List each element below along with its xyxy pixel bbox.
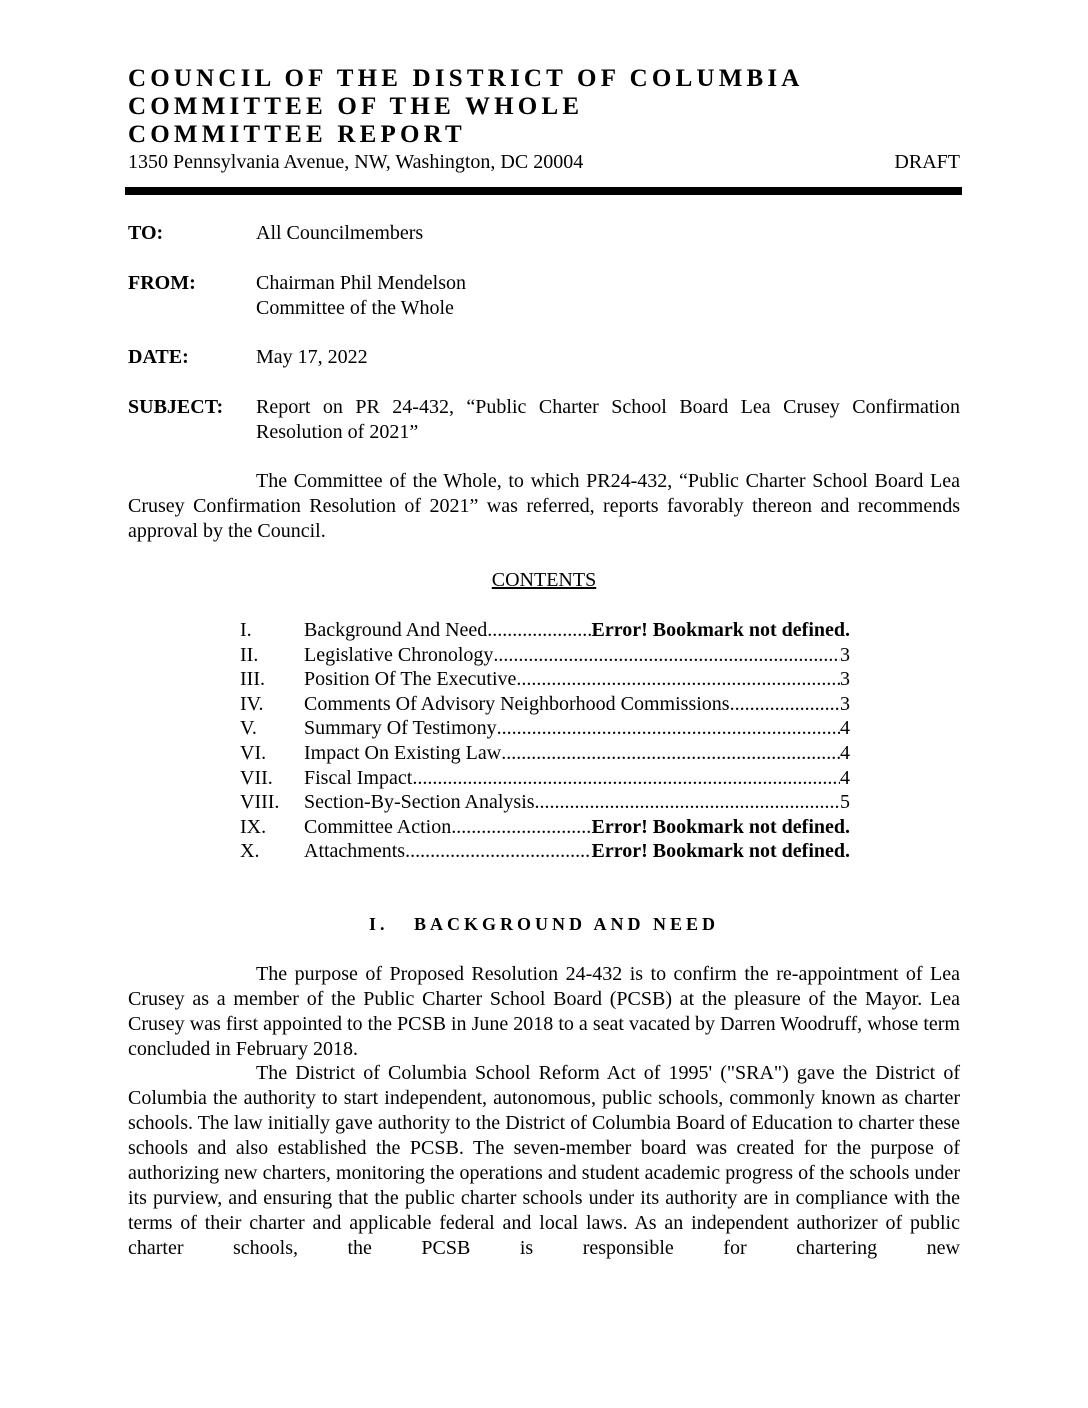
toc-title: Comments Of Advisory Neighborhood Commissions [304,692,730,715]
toc-number: VIII. [240,791,280,814]
toc-number: IV. [240,692,264,715]
header-committee-title: COMMITTEE OF THE WHOLE [128,93,584,120]
toc-leader [497,716,840,741]
toc-number: IX. [240,815,267,838]
toc-number: III. [240,668,265,691]
background-paragraph-2: The District of Columbia School Reform Act of 1995' ("SRA") gave the District of Columbia the authority to start independent, autonomous, public schools, commonly known as charter schools. The law initially gave authority to the District of Columbia Board of Education to charter these schools and also established the PCSB. The seven-member board was created for the purpose of authorizing new charters, monitoring the operations and student academic progress of the schools under its purview, and ensuring that the public charter schools under its authority are in compliance with the terms of their charter and applicable federal and local laws. As an independent authorizer of public charter schools, the PCSB is responsible for chartering new [128,1062,960,1259]
toc-title: Committee Action [304,815,452,838]
toc-item[interactable] [240,839,850,864]
header-report-title: COMMITTEE REPORT [128,121,466,148]
toc-item[interactable] [240,766,850,791]
toc-number: X. [240,840,260,863]
toc-leader [405,839,591,864]
from-label: FROM: [128,272,196,294]
header-rule [125,187,962,195]
toc-number: VI. [240,741,267,764]
toc-leader [487,618,591,643]
toc-leader [451,815,591,840]
toc-page: 3 [840,668,850,691]
toc-number: II. [240,643,259,666]
toc-title: Legislative Chronology [304,643,494,666]
toc-item[interactable] [240,815,850,840]
from-value-name: Chairman Phil Mendelson [256,272,466,294]
date-value: May 17, 2022 [256,346,368,368]
header-council-title: COUNCIL OF THE DISTRICT OF COLUMBIA [128,65,804,92]
toc-item[interactable] [240,618,850,643]
toc-item[interactable] [240,692,850,717]
toc-item[interactable] [240,667,850,692]
toc-item[interactable] [240,716,850,741]
toc-title: Section-By-Section Analysis [304,791,535,814]
toc-page: 5 [840,791,850,814]
background-paragraph-1: The purpose of Proposed Resolution 24-432 is to confirm the re-appointment of Lea Crusey as a member of the Public Charter School Board (PCSB) at the pleasure of the Mayor. Lea Crusey was first appointed to the PCSB in June 2018 to a seat vacated by Darren Woodruff, whose term concluded in February 2018. [128,963,960,1060]
toc-page: 4 [840,741,850,764]
address-text: 1350 Pennsylvania Avenue, NW, Washington, DC 20004 [128,151,584,173]
toc-number: V. [240,717,257,740]
section-heading-background: I. BACKGROUND AND NEED [368,914,720,934]
subject-label: SUBJECT: [128,396,224,418]
header-address-line [128,150,960,174]
toc-page: Error! Bookmark not defined. [591,840,850,863]
toc-title: Attachments [304,840,406,863]
subject-value: Report on PR 24-432, “Public Charter School Board Lea Crusey Confirmation Resolution of 2021” [256,396,960,443]
toc-title: Fiscal Impact [304,766,413,789]
from-value-committee: Committee of the Whole [256,297,454,319]
draft-label: DRAFT [894,151,960,173]
toc-title: Position Of The Executive [304,668,517,691]
date-label: DATE: [128,346,189,368]
toc-leader [535,790,840,815]
toc-page: Error! Bookmark not defined. [591,619,850,641]
toc-number: I. [240,619,252,641]
toc-leader [493,643,840,668]
toc-page: 4 [840,766,850,789]
toc-page: 3 [840,643,850,666]
intro-paragraph: The Committee of the Whole, to which PR24-432, “Public Charter School Board Lea Crusey Confirmation Resolution of 2021” was referred, reports favorably thereon and recommends approval by the Council. [128,470,960,542]
contents-title: CONTENTS [491,569,597,591]
table-of-contents [240,618,850,864]
toc-item[interactable] [240,741,850,766]
toc-leader [412,766,840,791]
toc-title: Impact On Existing Law [304,741,502,764]
toc-leader [501,741,840,766]
to-label: TO: [128,222,164,244]
toc-item[interactable] [240,790,850,815]
toc-page: 3 [840,692,850,715]
toc-page: 4 [840,717,850,740]
toc-leader [516,667,840,692]
toc-item[interactable] [240,643,850,668]
toc-page: Error! Bookmark not defined. [591,815,850,838]
toc-leader [730,692,840,717]
toc-title: Background And Need [304,619,488,641]
toc-number: VII. [240,766,273,789]
to-value: All Councilmembers [256,222,424,244]
toc-title: Summary Of Testimony [304,717,497,740]
